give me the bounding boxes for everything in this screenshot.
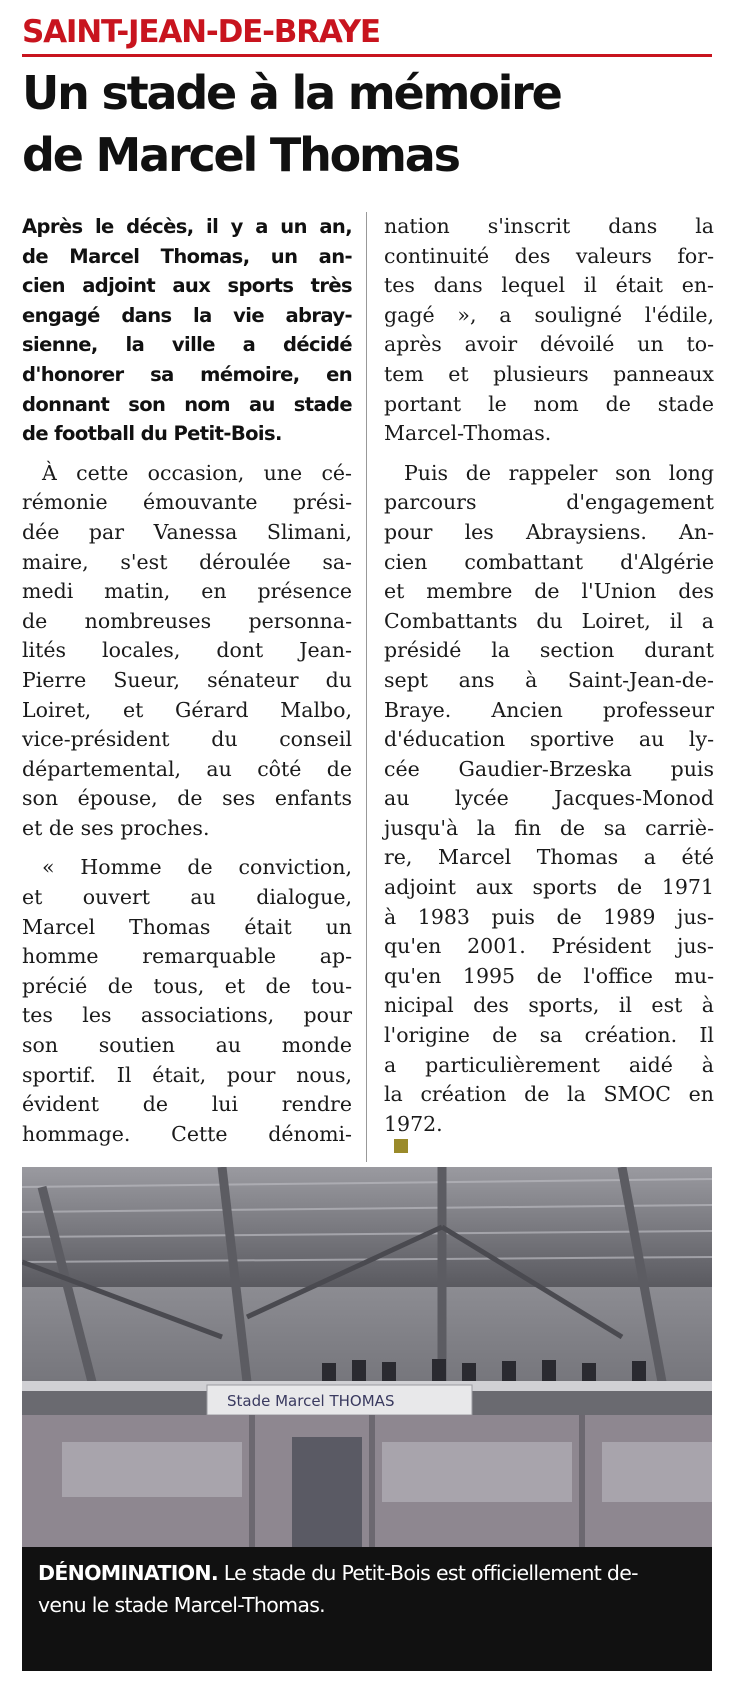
text-line: départemental, au côté de [22,756,352,781]
text-line: précié de tous, et de tou- [22,973,352,998]
photo-caption [22,1547,712,1671]
text-line: jusqu'à la fin de sa carriè- [384,815,714,840]
text-line: cée Gaudier-Brzeska puis [384,756,714,781]
text-line: Puis de rappeler son long [404,460,714,485]
text-line: Pierre Sueur, sénateur du [22,667,352,692]
body-paragraph-3 [384,459,714,1154]
text-line: qu'en 2001. Président jus- [384,934,714,959]
text-line: dée par Vanessa Slimani, [22,519,352,544]
stadium-photo [22,1167,712,1547]
text-line: À cette occasion, une cé- [42,460,352,485]
text-line: nation s'inscrit dans la [384,214,714,238]
last-line-wrap [384,1110,714,1154]
text-line: Marcel Thomas était un [22,914,352,939]
text-line: et de ses proches. [22,815,210,840]
text-line: portant le nom de stade [384,391,714,416]
text-line: homme remarquable ap- [22,944,352,969]
text-line: medi matin, en présence [22,579,352,604]
text-line: et membre de l'Union des [384,579,714,604]
text-line: son épouse, de ses enfants [22,786,352,811]
text-line: vice-président du conseil [22,727,352,752]
column-divider [366,212,367,1162]
text-line: a particulièrement aidé à [384,1052,714,1077]
end-of-article-mark [394,1139,408,1153]
text-line: pour les Abraysiens. An- [384,519,714,544]
text-line: son soutien au monde [22,1033,352,1058]
text-line: hommage. Cette dénomi- [22,1121,352,1146]
headline-line: Un stade à la mémoire [22,66,561,120]
text-line: lités locales, dont Jean- [22,638,352,663]
article-column-right [384,212,714,1163]
text-line: parcours d'engagement [384,490,714,515]
text-line: présidé la section durant [384,638,714,663]
text-line: tes dans lequel il était en- [384,273,714,298]
text-line: tem et plusieurs panneaux [384,361,714,386]
text-line: l'origine de sa création. Il [384,1023,714,1048]
text-line: sept ans à Saint-Jean-de- [384,667,714,692]
text-line: rémonie émouvante prési- [22,490,352,515]
text-line: de Marcel Thomas, un an- [22,244,352,268]
text-line: sienne, la ville a décidé [22,333,352,357]
text-line: cien combattant d'Algérie [384,549,714,574]
text-line: Loiret, et Gérard Malbo, [22,697,352,722]
text-line: maire, s'est déroulée sa- [22,549,352,574]
text-line: engagé dans la vie abray- [22,303,352,327]
caption-label: DÉNOMINATION. [38,1561,218,1585]
caption-line-1 [38,1557,696,1589]
text-line: nicipal des sports, il est à [384,993,714,1018]
body-paragraph-1 [22,459,352,844]
text-line: adjoint aux sports de 1971 [384,875,714,900]
text-line: gagé », a souligné l'édile, [384,302,714,327]
caption-line-2: venu le stade Marcel-Thomas. [38,1593,325,1617]
text-line: à 1983 puis de 1989 jus- [384,904,714,929]
text-line: Braye. Ancien professeur [384,697,714,722]
text-line: Combattants du Loiret, il a [384,608,714,633]
text-line: « Homme de conviction, [42,855,352,880]
text-line: re, Marcel Thomas a été [384,845,714,870]
text-line: donnant son nom au stade [22,392,352,416]
rubric-underline [22,54,712,57]
text-line: après avoir dévoilé un to- [384,332,714,357]
text-line: sportif. Il était, pour nous, [22,1062,352,1087]
text-line: et ouvert au dialogue, [22,885,352,910]
text-line: continuité des valeurs for- [384,243,714,268]
text-line: cien adjoint aux sports très [22,274,352,298]
stadium-illustration [22,1167,712,1547]
text-line: au lycée Jacques-Monod [384,786,714,811]
headline [22,62,722,186]
text-line: Marcel-Thomas. [384,421,552,446]
text-line: tes les associations, pour [22,1003,352,1028]
text-line: Après le décès, il y a un an, [22,215,352,238]
lead-paragraph [22,212,352,449]
body-paragraph-2 [22,853,352,1149]
text-line: la création de la SMOC en [384,1082,714,1107]
text-line: 1972. [384,1111,443,1136]
article-column-left [22,212,352,1159]
headline-line: de Marcel Thomas [22,128,459,182]
text-line: d'éducation sportive au ly- [384,727,714,752]
text-line: de football du Petit-Bois. [22,422,282,446]
stadium-sign-text: Stade Marcel THOMAS [227,1392,395,1410]
text-line: évident de lui rendre [22,1092,352,1117]
caption-text: Le stade du Petit-Bois est officiellement de- [217,1561,638,1585]
section-rubric: SAINT-JEAN-DE-BRAYE [22,14,380,50]
text-line: qu'en 1995 de l'office mu- [384,963,714,988]
text-line: de nombreuses personna- [22,608,352,633]
body-paragraph-2-continued [384,212,714,449]
text-line: d'honorer sa mémoire, en [22,362,352,386]
